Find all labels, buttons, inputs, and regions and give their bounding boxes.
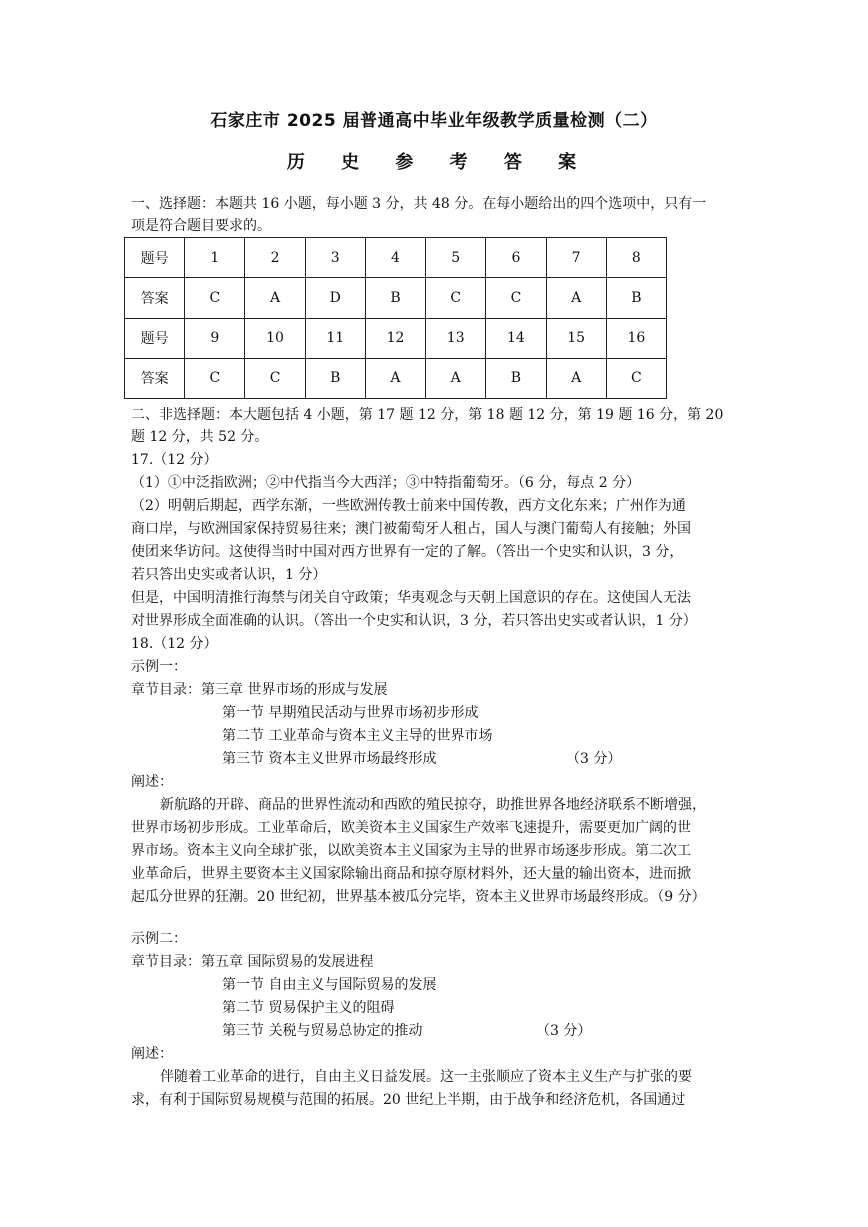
q17-heading: 17.（12 分） — [131, 452, 218, 468]
section1-line1: 一、选择题：本题共 16 小题，每小题 3 分，共 48 分。在每小题给出的四个选项中，只有一 — [131, 196, 707, 212]
table-row — [125, 318, 667, 358]
example1-body-line1: 新航路的开辟、商品的世界性流动和西欧的殖民掠夺，助推世界各地经济联系不断增强， — [160, 797, 706, 813]
document-subtitle: 历 史 参 考 答 案 — [286, 152, 592, 173]
example1-score: （3 分） — [566, 751, 622, 767]
example1-elaborate-label: 阐述： — [131, 774, 173, 790]
table-cell: 1 — [185, 238, 245, 278]
example1-body-line2: 世界市场初步形成。工业革命后，欧美资本主义国家生产效率飞速提升，需要更加广阔的世 — [131, 820, 691, 836]
table-cell: 8 — [606, 238, 666, 278]
example1-section3: 第三节 资本主义世界市场最终形成 — [222, 751, 437, 767]
table-cell: A — [245, 278, 305, 318]
table-cell: B — [486, 358, 546, 398]
example2-body-line2: 求，有利于国际贸易规模与范围的拓展。20 世纪上半期，由于战争和经济危机，各国通过 — [131, 1092, 686, 1108]
table-cell: C — [185, 358, 245, 398]
table-cell: 2 — [245, 238, 305, 278]
table-cell: 9 — [185, 318, 245, 358]
table-cell: C — [486, 278, 546, 318]
table-cell: C — [245, 358, 305, 398]
table-row — [125, 278, 667, 318]
example2-body-line1: 伴随着工业革命的进行，自由主义日益发展。这一主张顺应了资本主义生产与扩张的要 — [160, 1069, 692, 1085]
example2-section1: 第一节 自由主义与国际贸易的发展 — [222, 977, 437, 993]
table-cell: 题号 — [125, 318, 185, 358]
table-cell: B — [305, 358, 365, 398]
example2-score: （3 分） — [536, 1023, 592, 1039]
q17-part1: （1）①中泛指欧洲；②中代指当今大西洋；③中特指葡萄牙。（6 分，每点 2 分） — [131, 475, 641, 491]
table-cell: A — [546, 358, 606, 398]
table-cell: C — [426, 278, 486, 318]
table-row — [125, 238, 667, 278]
q17-part2-line1: （2）明朝后期起，西学东渐，一些欧洲传教士前来中国传教，西方文化东来；广州作为通 — [131, 498, 686, 514]
q17-part2-line2: 商口岸，与欧洲国家保持贸易往来；澳门被葡萄牙人租占，国人与澳门葡萄人有接触；外国 — [131, 521, 691, 537]
table-cell: 6 — [486, 238, 546, 278]
example1-section2: 第二节 工业革命与资本主义主导的世界市场 — [222, 728, 493, 744]
table-cell: 题号 — [125, 238, 185, 278]
table-cell: C — [606, 358, 666, 398]
table-cell: D — [305, 278, 365, 318]
section2-line1: 二、非选择题：本大题包括 4 小题，第 17 题 12 分，第 18 题 12 分，第 19 题 16 分，第 20 — [131, 407, 724, 423]
example2-elaborate-label: 阐述： — [131, 1046, 173, 1062]
table-cell: 4 — [365, 238, 425, 278]
example2-chapter: 章节目录：第五章 国际贸易的发展进程 — [131, 954, 374, 970]
table-cell: 7 — [546, 238, 606, 278]
table-cell: A — [365, 358, 425, 398]
table-cell: C — [185, 278, 245, 318]
example2-section3: 第三节 关税与贸易总协定的推动 — [222, 1023, 423, 1039]
document-title: 石家庄市 2025 届普通高中毕业年级教学质量检测（二） — [210, 111, 658, 131]
table-cell: 13 — [426, 318, 486, 358]
section2-line2: 题 12 分，共 52 分。 — [131, 429, 269, 445]
example1-chapter: 章节目录：第三章 世界市场的形成与发展 — [131, 682, 388, 698]
q17-part3-line1: 但是，中国明清推行海禁与闭关自守政策；华夷观念与天朝上国意识的存在。这使国人无法 — [131, 590, 691, 606]
table-cell: 答案 — [125, 278, 185, 318]
q17-part2-line3: 使团来华访问。这使得当时中国对西方世界有一定的了解。（答出一个史实和认识，3 分， — [131, 544, 684, 560]
table-cell: 15 — [546, 318, 606, 358]
table-cell: 12 — [365, 318, 425, 358]
table-cell: B — [606, 278, 666, 318]
table-cell: 14 — [486, 318, 546, 358]
table-cell: 5 — [426, 238, 486, 278]
table-cell: B — [365, 278, 425, 318]
table-cell: A — [546, 278, 606, 318]
example2-section2: 第二节 贸易保护主义的阻碍 — [222, 1000, 395, 1016]
table-cell: 10 — [245, 318, 305, 358]
q17-part3-line2: 对世界形成全面准确的认识。（答出一个史实和认识，3 分，若只答出史实或者认识，1 分） — [131, 613, 697, 629]
answer-table — [124, 237, 667, 399]
table-cell: 3 — [305, 238, 365, 278]
table-cell: 答案 — [125, 358, 185, 398]
table-row — [125, 358, 667, 398]
section1-line2: 项是符合题目要求的。 — [131, 218, 271, 234]
example1-body-line3: 界市场。资本主义向全球扩张，以欧美资本主义国家为主导的世界市场逐步形成。第二次工 — [131, 843, 691, 859]
example1-label: 示例一： — [131, 659, 187, 675]
table-cell: 11 — [305, 318, 365, 358]
q18-heading: 18.（12 分） — [131, 636, 218, 652]
q17-part2-line4: 若只答出史实或者认识，1 分） — [131, 567, 327, 583]
example1-body-line4: 业革命后，世界主要资本主义国家除输出商品和掠夺原材料外，还大量的输出资本，进而掀 — [131, 866, 691, 882]
example2-label: 示例二： — [131, 931, 187, 947]
table-cell: 16 — [606, 318, 666, 358]
table-cell: A — [426, 358, 486, 398]
example1-section1: 第一节 早期殖民活动与世界市场初步形成 — [222, 705, 479, 721]
example1-body-line5: 起瓜分世界的狂潮。20 世纪初，世界基本被瓜分完毕，资本主义世界市场最终形成。（9 分） — [131, 889, 706, 905]
